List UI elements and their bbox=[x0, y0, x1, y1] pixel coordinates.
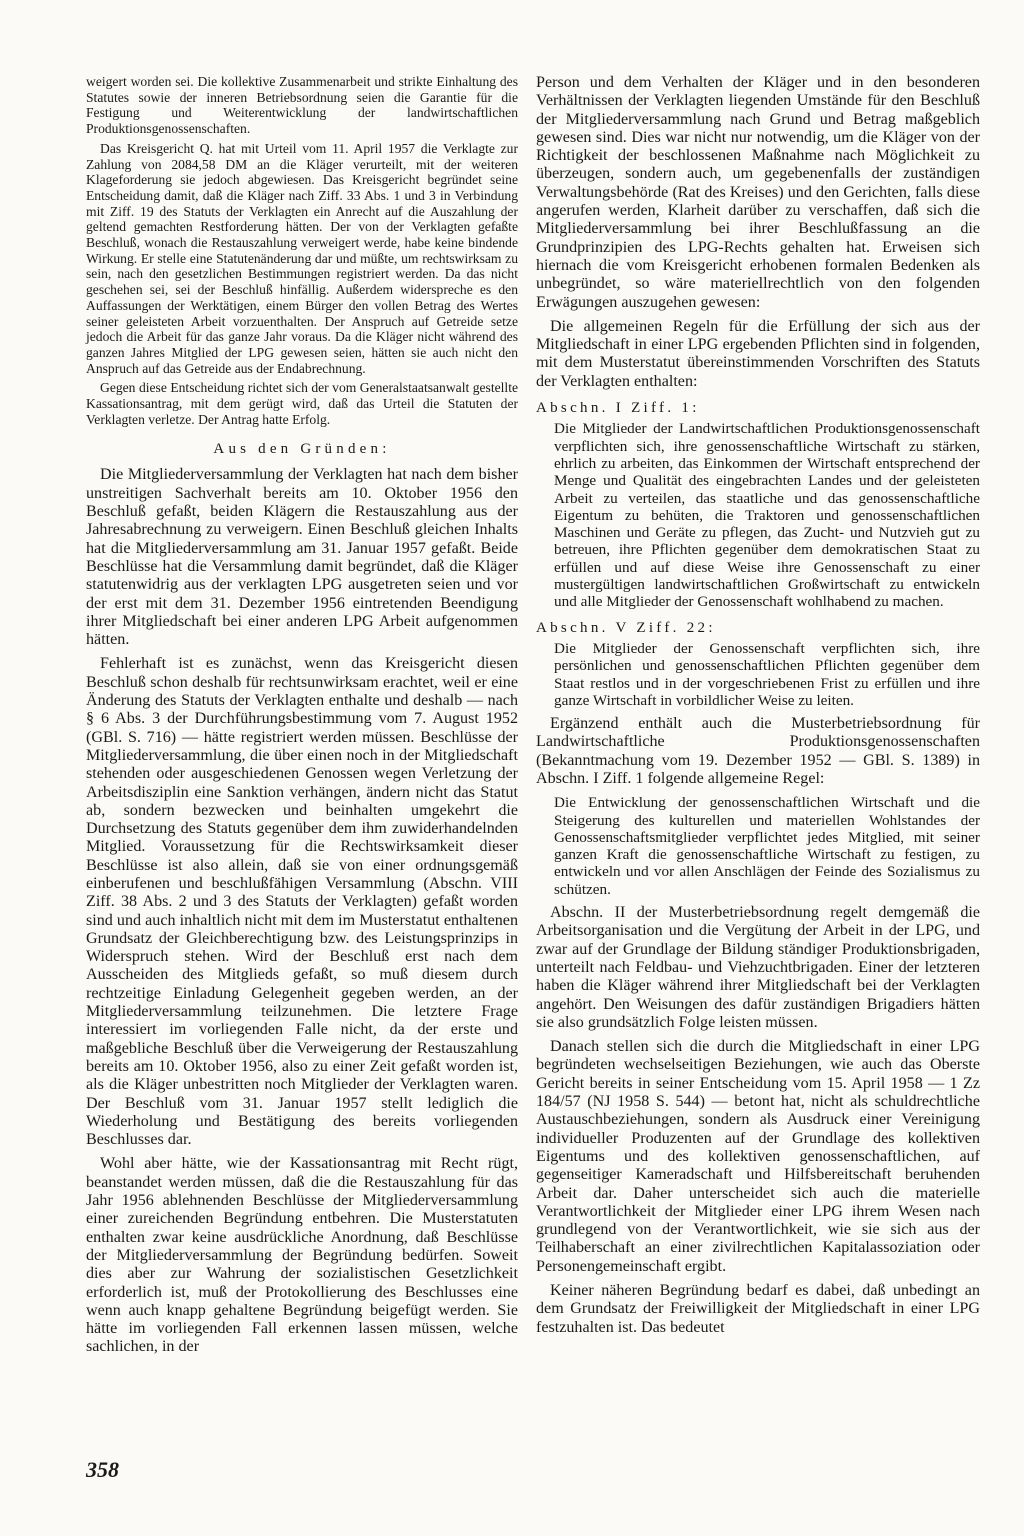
statute-quote: Die Mitglieder der Genossenschaft verpflichten sich, ihre persönlichen und genossenschaftlichen Pflichten gegenüber dem Staat restlos und in der vorgeschriebenen Frist zu erfüllen und ihre ganze Wirtschaft in vorbildlicher Weise zu leiten. bbox=[554, 639, 980, 709]
statute-heading: Abschn. V Ziff. 22: bbox=[536, 619, 716, 636]
body-paragraph: Abschn. II der Musterbetriebsordnung regelt demgemäß die Arbeitsorganisation und die Vergütung der Arbeit in der LPG, und zwar auf der Grundlage der Bildung ständiger Produktionsbrigaden, unterteilt nach Feldbau- und Viehzuchtbrigaden. Einer der letzteren haben die Kläger während ihrer Mitgliedschaft bei der Verklagten angehört. Den Weisungen des dafür zuständigen Brigadiers hätten sie also grundsätzlich Folge leisten müssen. bbox=[536, 904, 980, 1031]
body-paragraph: Die Mitgliederversammlung der Verklagten hat nach dem bisher unstreitigen Sachverhalt bereits am 10. Oktober 1956 den Beschluß gefaßt, beiden Klägern die Restauszahlung aus der Jahresabrechnung zu verweigern. Einen Beschluß gleichen Inhalts hat die Mitgliederversammlung am 31. Januar 1957 gefaßt. Beide Beschlüsse hat die Versammlung damit begründet, daß die Kläger statutenwidrig aus der verklagten LPG ausgetreten seien und vor der erst mit dem 31. Dezember 1956 eintretenden Beendigung ihrer Mitgliedschaft bei einer anderen LPG Arbeit aufgenommen hätten. bbox=[86, 466, 518, 649]
body-paragraph: Die allgemeinen Regeln für die Erfüllung der sich aus der Mitgliedschaft in einer LPG ergebenden Pflichten sind in folgenden, mit dem Musterstatut übereinstimmenden Vorschriften des Statuts der Verklagten enthalten: bbox=[536, 317, 980, 390]
body-paragraph: Danach stellen sich die durch die Mitgliedschaft in einer LPG begründeten wechselseitigen Beziehungen, wie auch das Oberste Gericht bereits in seiner Entscheidung vom 15. April 1958 — 1 Zz 184/57 (NJ 1958 S. 544) — betont hat, nicht als schuldrechtliche Austauschbeziehungen, sondern als Ausdruck einer Vereinigung individueller Produzenten auf der Grundlage des kollektiven Eigentums und des kollektiven genossenschaftlichen, auf gegenseitiger Kameradschaft und Hilfsbereitschaft beruhenden Arbeit dar. Daher unterscheidet sich auch die materielle Verantwortlichkeit der Mitglieder einer LPG ihrem Wesen nach grundlegend von der Verantwortlichkeit, wie sie sich aus der Teilhaberschaft an einer zivilrechtlichen Kapitalassoziation oder Personengemeinschaft ergibt. bbox=[536, 1038, 980, 1275]
statute-heading: Abschn. I Ziff. 1: bbox=[536, 400, 700, 417]
summary-paragraph: Gegen diese Entscheidung richtet sich der vom Generalstaatsanwalt gestellte Kassationsantrag, mit dem gerügt wird, daß das Urteil die Statuten der Verklagten verletze. Der Antrag hatte Erfolg. bbox=[86, 380, 518, 427]
statute-quote: Die Entwicklung der genossenschaftlichen Wirtschaft und die Steigerung des kulturellen und materiellen Wohlstandes der Genossenschaftsmitglieder verpflichtet jedes Mitglied, mit seiner ganzen Kraft die genossenschaftliche Wirtschaft zu festigen, zu entwickeln und vor allen Anschlägen der Feinde des Sozialismus zu schützen. bbox=[554, 794, 980, 898]
case-summary bbox=[86, 74, 518, 427]
reasons-body bbox=[86, 466, 518, 1356]
statute-quote: Die Mitglieder der Landwirtschaftlichen Produktionsgenossenschaft verpflichten sich, ihre genossenschaftliche Wirtschaft zu stärken, ehrlich zu arbeiten, das Einkommen der Wirtschaft entsprechend der Menge und Qualität des eingebrachten Landes und der geleisteten Arbeit zu verteilen, das staatliche und das genossenschaftliche Eigentum zu behüten, die Traktoren und genossenschaftlichen Maschinen und Geräte zu pflegen, das Zucht- und Nutzvieh gut zu betreuen, ihre Pflichten gegenüber dem demokratischen Staat zu erfüllen und auf diese Weise ihre Genossenschaft zu einer mustergültigen landwirtschaftlichen Großwirtschaft zu entwickeln und alle Mitglieder der Genossenschaft wohlhabend zu machen. bbox=[554, 420, 980, 611]
page-number: 358 bbox=[86, 1457, 119, 1482]
right-column bbox=[536, 74, 980, 1343]
section-heading: Aus den Gründen: bbox=[213, 441, 391, 458]
left-column bbox=[86, 74, 518, 1363]
summary-paragraph: weigert worden sei. Die kollektive Zusammenarbeit und strikte Einhaltung des Statutes sowie der inneren Betriebsordnung seien die Garantie für die Festigung und Weiterentwicklung der landwirtschaftlichen Produktionsgenossenschaften. bbox=[86, 74, 518, 137]
summary-paragraph: Das Kreisgericht Q. hat mit Urteil vom 11. April 1957 die Verklagte zur Zahlung von 2084,58 DM an die Kläger verurteilt, mit der weiteren Klageforderung sie jedoch abgewiesen. Das Kreisgericht begründet seine Entscheidung damit, daß die Kläger nach Ziff. 33 Abs. 1 und 3 in Verbindung mit Ziff. 19 des Statuts der Verklagten ein Anrecht auf die Auszahlung der geltend gemachten Restforderung hätten. Der von der Verklagten gefaßte Beschluß, wonach die Restauszahlung verweigert werde, habe keine bindende Wirkung. Er stelle eine Statutenänderung dar und müßte, um rechtswirksam zu sein, nach den gesetzlichen Bestimmungen registriert werden. Da das nicht geschehen sei, sei der Beschluß hinfällig. Außerdem widerspreche es den Auffassungen der Werktätigen, einem Bürger den vollen Betrag des Wertes seiner geleisteten Arbeit vorzuenthalten. Der Anspruch auf Getreide setze jedoch die Arbeit für das ganze Jahr voraus. Da die Kläger nicht während des ganzen Jahres Mitglied der LPG gewesen seien, hätten sie auch nicht den Anspruch auf das Getreide aus der Endabrechnung. bbox=[86, 140, 518, 376]
body-paragraph: Wohl aber hätte, wie der Kassationsantrag mit Recht rügt, beanstandet werden müssen, daß die die Restauszahlung für das Jahr 1956 ablehnenden Beschlüsse der Mitgliederversammlung einer zureichenden Begründung entbehren. Die Musterstatuten enthalten zwar keine ausdrückliche Anordnung, daß Beschlüsse der Mitgliederversammlung der Begründung bedürfen. Soweit dies aber zur Wahrung der sozialistischen Gesetzlichkeit erforderlich ist, muß der Protokollierung des Beschlusses eine wenn auch knapp gehaltene Begründung beigefügt werden. Sie hätte im vorliegenden Fall erkennen lassen müssen, welche sachlichen, in der bbox=[86, 1155, 518, 1356]
body-paragraph: Keiner näheren Begründung bedarf es dabei, daß unbedingt an dem Grundsatz der Freiwilligkeit der Mitgliedschaft in einer LPG festzuhalten ist. Das bedeutet bbox=[536, 1282, 980, 1336]
body-paragraph: Person und dem Verhalten der Kläger und in den besonderen Verhältnissen der Verklagten liegenden Umstände für den Beschluß der Mitgliederversammlung nach Grund und Betrag maßgeblich gewesen sind. Dies war nicht nur notwendig, um die Kläger von der Richtigkeit der beschlossenen Maßnahme nach Möglichkeit zu überzeugen, sondern auch, um gegebenenfalls der zuständigen Verwaltungsbehörde (Rat des Kreises) und den Gerichten, falls diese angerufen werden, Klarheit darüber zu verschaffen, daß sich die Mitgliederversammlung bei ihrer Beschlußfassung an die Grundprinzipien des LPG-Rechts gehalten hat. Erweisen sich hiernach die vom Kreisgericht erhobenen formalen Bedenken als unbegründet, so wäre materiellrechtlich von den folgenden Erwägungen auszugehen gewesen: bbox=[536, 74, 980, 311]
body-paragraph: Fehlerhaft ist es zunächst, wenn das Kreisgericht diesen Beschluß schon deshalb für rechtsunwirksam erachtet, weil er eine Änderung des Statuts der Verklagten enthalte und deshalb — nach § 6 Abs. 3 der Durchführungsbestimmung vom 7. August 1952 (GBl. S. 716) — hätte registriert werden müssen. Beschlüsse der Mitgliederversammlung, die über einen noch in der Mitgliedschaft stehenden oder ausgeschiedenen Genossen wegen Verletzung der Arbeitsdisziplin eine Sanktion verhängen, ändern nicht das Statut ab, sondern bezwecken und beinhalten umgekehrt die Durchsetzung des Statuts gegenüber dem ihm zuwiderhandelnden Mitglied. Voraussetzung für die Rechtswirksamkeit dieser Beschlüsse ist also allein, daß sie von einer ordnungsgemäß einberufenen und beschlußfähigen Versammlung (Abschn. VIII Ziff. 38 Abs. 2 und 3 des Statuts der Verklagten) gefaßt worden sind und auch inhaltlich nicht mit dem im Musterstatut enthaltenen Grundsatz der Gleichberechtigung bzw. des Leistungsprinzips in Widerspruch stehen. Wird der Beschluß erst nach dem Ausscheiden des Mitglieds gefaßt, so muß diesem durch rechtzeitige Einladung Gelegenheit gegeben werden, an der Mitgliederversammlung teilzunehmen. Die letztere Frage interessiert im vorliegenden Falle nicht, da der erste und maßgebliche Beschluß über die Verweigerung der Restauszahlung bereits am 10. Oktober 1956, also zu einer Zeit gefaßt worden ist, als die Kläger unbestritten noch Mitglieder der Verklagten waren. Der Beschluß vom 31. Januar 1957 stellt lediglich die Wiederholung und Bestätigung des bereits vorliegenden Beschlusses dar. bbox=[86, 655, 518, 1149]
body-paragraph: Ergänzend enthält auch die Musterbetriebsordnung für Landwirtschaftliche Produktionsgenossenschaften (Bekanntmachung vom 19. Dezember 1952 — GBl. S. 1389) in Abschn. I Ziff. 1 folgende allgemeine Regel: bbox=[536, 715, 980, 787]
